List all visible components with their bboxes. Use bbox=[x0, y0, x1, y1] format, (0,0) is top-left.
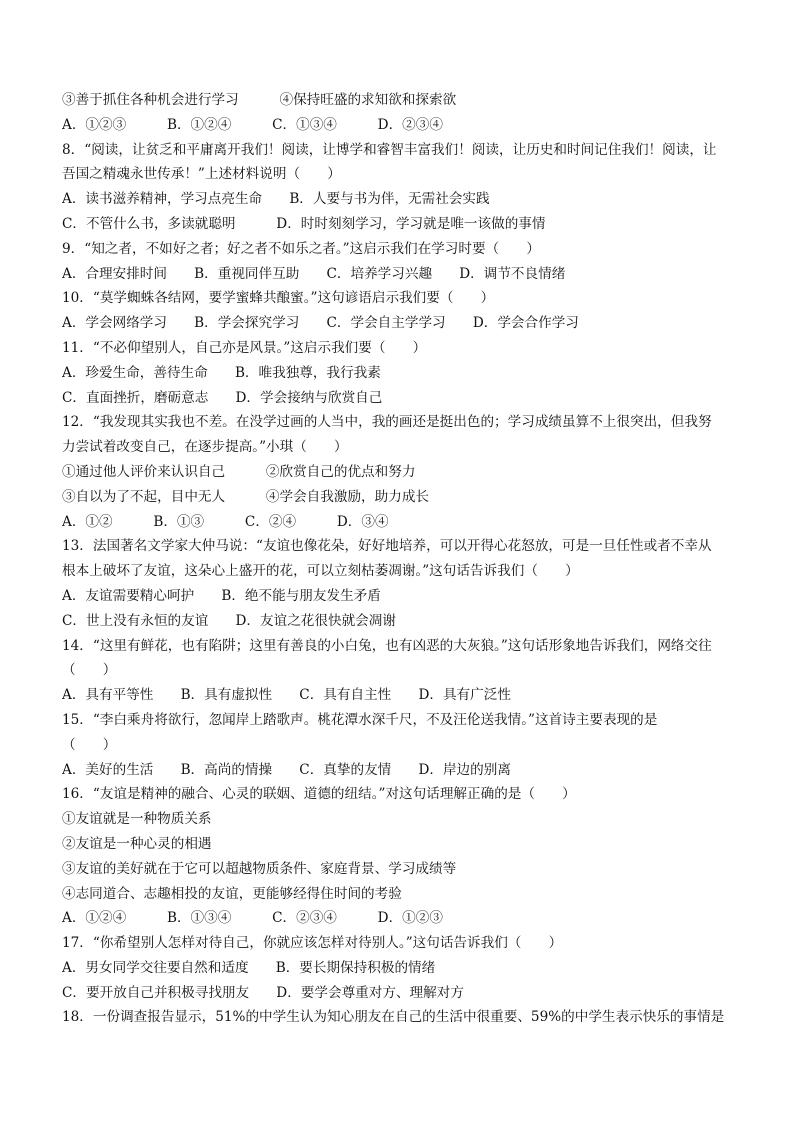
answer-choices: A．①② B．①③ C．②④ D．③④ bbox=[62, 513, 389, 530]
answer-choices: C．要开放自己并积极寻找朋友 D．要学会尊重对方、理解对方 bbox=[62, 984, 464, 1001]
option-line: ③友谊的美好就在于它可以超越物质条件、家庭背景、学习成绩等 bbox=[62, 860, 457, 877]
answer-choices: A．男女同学交往要自然和适度 B．要长期保持积极的情绪 bbox=[62, 959, 436, 976]
question-17: 17．“你希望别人怎样对待自己，你就应该怎样对待别人。”这句话告诉我们（ ） bbox=[62, 935, 563, 952]
question-16: 16．“友谊是精神的融合、心灵的联姻、道德的纽结。”对这句话理解正确的是（ ） bbox=[62, 786, 576, 803]
question-18: 18．一份调查报告显示，51%的中学生认为知心朋友在自己的生活中很重要、59%的中学生表示快乐的事情是 bbox=[62, 1009, 725, 1026]
option-line: ③自以为了不起，目中无人 ④学会自我激励，助力成长 bbox=[62, 488, 430, 505]
option-line: ④志同道合、志趣相投的友谊，更能够经得住时间的考验 bbox=[62, 885, 402, 902]
question-11: 11．“不必仰望别人，自己亦是风景。”这启示我们要（ ） bbox=[62, 339, 427, 356]
question-15: 15．“李白乘舟将欲行，忽闻岸上踏歌声。桃花潭水深千尺，不及汪伦送我情。”这首诗主要表现的是 bbox=[62, 711, 658, 728]
option-line: ①友谊就是一种物质关系 bbox=[62, 811, 212, 828]
question-14: 14．“这里有鲜花，也有陷阱；这里有善良的小白兔，也有凶恶的大灰狼。”这句话形象地告诉我们，网络交往 bbox=[62, 637, 712, 654]
question-8: 8．“阅读，让贫乏和平庸离开我们！阅读，让博学和睿智丰富我们！阅读，让历史和时间记住我们！阅读，让 bbox=[62, 141, 717, 158]
answer-choices: A．①②④ B．①③④ C．②③④ D．①②③ bbox=[62, 910, 443, 927]
question-15-cont: （ ） bbox=[62, 736, 117, 753]
answer-choices: A．学会网络学习 B．学会探究学习 C．学会自主学学习 D．学会合作学习 bbox=[62, 315, 579, 332]
exam-page bbox=[62, 88, 742, 1030]
question-8-cont: 吾国之精魂永世传承！”上述材料说明（ ） bbox=[62, 166, 341, 183]
answer-choices: A．合理安排时间 B．重视同伴互助 C．培养学习兴趣 D．调节不良情绪 bbox=[62, 265, 566, 282]
question-13-cont: 根本上破坏了友谊，这朵心上盛开的花，可以立刻枯萎凋谢。”这句话告诉我们（ ） bbox=[62, 563, 579, 580]
question-10: 10．“莫学蜘蛛各结网，要学蜜蜂共酿蜜。”这句谚语启示我们要（ ） bbox=[62, 290, 495, 307]
question-14-cont: （ ） bbox=[62, 662, 117, 679]
question-12: 12．“我发现其实我也不差。在没学过画的人当中，我的画还是挺出色的；学习成绩虽算不上很突出，但我努 bbox=[62, 414, 712, 431]
answer-choices: A．珍爱生命，善待生命 B．唯我独尊，我行我素 bbox=[62, 364, 381, 381]
answer-choices: A．具有平等性 B．具有虚拟性 C．具有自主性 D．具有广泛性 bbox=[62, 687, 511, 704]
answer-choices: A．美好的生活 B．高尚的情操 C．真挚的友情 D．岸边的别离 bbox=[62, 761, 511, 778]
answer-choices: A．友谊需要精心呵护 B．绝不能与朋友发生矛盾 bbox=[62, 587, 381, 604]
question-13: 13．法国著名文学家大仲马说：“友谊也像花朵，好好地培养，可以开得心花怒放，可是一旦任性或者不幸从 bbox=[62, 538, 712, 555]
answer-choices: C．直面挫折，磨砺意志 D．学会接纳与欣赏自己 bbox=[62, 389, 383, 406]
answer-choices: A．①②③ B．①②④ C．①③④ D．②③④ bbox=[62, 116, 443, 133]
answer-choices: C．世上没有永恒的友谊 D．友谊之花很快就会凋谢 bbox=[62, 612, 396, 629]
question-9: 9．“知之者，不如好之者；好之者不如乐之者。”这启示我们在学习时要（ ） bbox=[62, 240, 540, 257]
answer-choices: A．读书滋养精神，学习点亮生命 B．人要与书为伴，无需社会实践 bbox=[62, 191, 490, 208]
option-line: ③善于抓住各种机会进行学习 ④保持旺盛的求知欲和探索欲 bbox=[62, 92, 457, 108]
option-line: ②友谊是一种心灵的相遇 bbox=[62, 835, 212, 852]
question-12-cont: 力尝试着改变自己，在逐步提高。”小琪（ ） bbox=[62, 439, 348, 456]
answer-choices: C．不管什么书，多读就聪明 D．时时刻刻学习，学习就是唯一该做的事情 bbox=[62, 215, 546, 232]
option-line: ①通过他人评价来认识自己 ②欣赏自己的优点和努力 bbox=[62, 463, 416, 480]
